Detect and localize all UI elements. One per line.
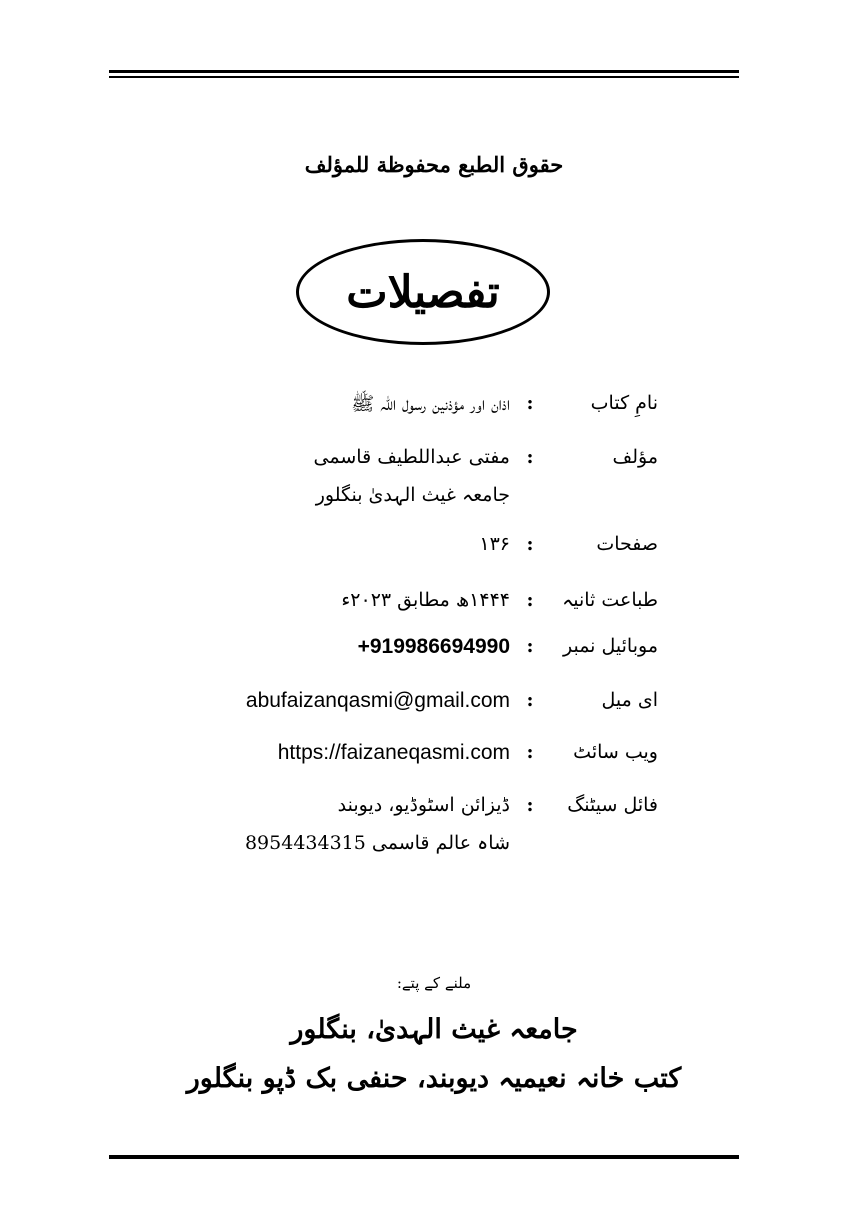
detail-colon: : bbox=[526, 392, 534, 414]
detail-label: طباعت ثانیہ bbox=[562, 589, 658, 611]
detail-label: نامِ کتاب bbox=[590, 392, 658, 414]
detail-label: ای میل bbox=[601, 689, 658, 711]
detail-row-email bbox=[0, 689, 868, 729]
mobile-number: +919986694990 bbox=[357, 635, 510, 658]
bottom-rule bbox=[109, 1155, 739, 1159]
detail-colon: : bbox=[526, 794, 534, 816]
detail-label: صفحات bbox=[596, 533, 658, 555]
detail-label: موبائیل نمبر bbox=[562, 635, 658, 657]
detail-row-edition bbox=[0, 589, 868, 629]
detail-value: ۱۴۴۴ھ مطابق ۲۰۲۳ء bbox=[341, 589, 510, 611]
detail-label: مؤلف bbox=[612, 446, 658, 468]
detail-row-file-setting bbox=[0, 794, 868, 854]
email-address: abufaizanqasmi@gmail.com bbox=[245, 689, 510, 712]
detail-row-author bbox=[0, 446, 868, 506]
availability-address-2: کتب خانہ نعیمیہ دیوبند، حنفی بک ڈپو بنگلور bbox=[186, 1063, 682, 1094]
detail-row-website bbox=[0, 741, 868, 781]
top-rule-thick bbox=[109, 70, 739, 73]
detail-row-pages bbox=[0, 533, 868, 573]
copyright-notice: حقوق الطبع محفوظة للمؤلف bbox=[304, 152, 564, 177]
detail-value: اذان اور مؤذنین رسول اللہ ﷺ bbox=[351, 393, 510, 415]
detail-colon: : bbox=[526, 635, 534, 657]
detail-colon: : bbox=[526, 689, 534, 711]
detail-colon: : bbox=[526, 589, 534, 611]
detail-colon: : bbox=[526, 533, 534, 555]
detail-value: مفتی عبداللطیف قاسمی bbox=[313, 446, 510, 468]
detail-value: ڈیزائن اسٹوڈیو، دیوبند bbox=[337, 794, 510, 816]
detail-colon: : bbox=[526, 446, 534, 468]
availability-heading: ملنے کے پتے: bbox=[396, 974, 472, 992]
detail-row-book-name bbox=[0, 392, 868, 432]
detail-label: ویب سائٹ bbox=[573, 741, 658, 763]
detail-colon: : bbox=[526, 741, 534, 763]
page-title: تفصیلات bbox=[346, 266, 500, 318]
website-url: https://faizaneqasmi.com bbox=[277, 741, 510, 764]
detail-value-second-line: جامعہ غیث الہدیٰ بنگلور bbox=[315, 484, 510, 506]
top-rule-thin bbox=[109, 76, 739, 78]
title-oval bbox=[296, 239, 550, 345]
detail-value: ۱۳۶ bbox=[479, 533, 510, 555]
detail-row-mobile bbox=[0, 635, 868, 675]
detail-value-second-line: شاہ عالم قاسمی 8954434315 bbox=[244, 832, 510, 854]
availability-address-1: جامعہ غیث الہدیٰ، بنگلور bbox=[290, 1014, 578, 1045]
detail-label: فائل سیٹنگ bbox=[567, 794, 658, 816]
